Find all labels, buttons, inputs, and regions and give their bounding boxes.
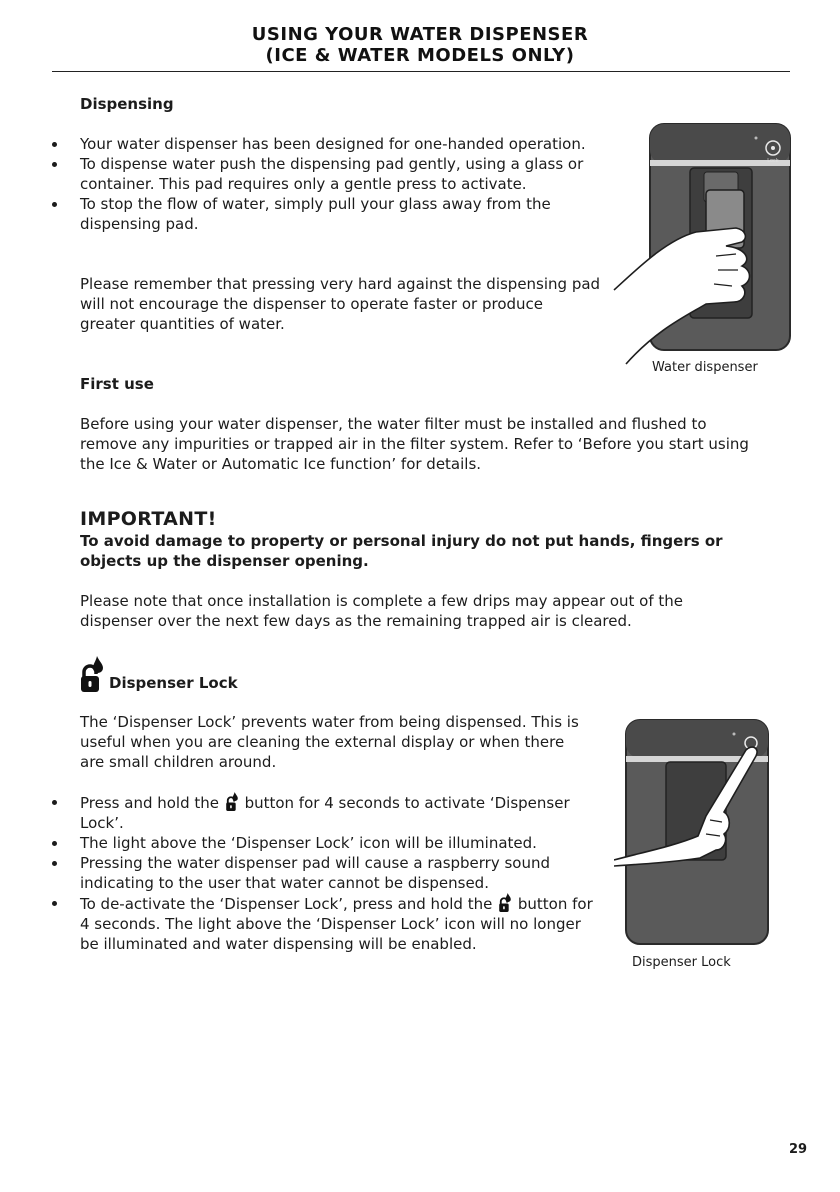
dispensing-note: Please remember that pressing very hard against the dispensing pad will not encourage the dispenser to operate faster or produce greater quantities of water. <box>80 275 601 333</box>
dispenser-lock-inline-icon <box>497 893 513 913</box>
bullet-4-text-after: button for 4 seconds. The light above the ‘Dispenser Lock’ icon will no longer be illuminated and water dispensing will be enabled. <box>80 895 593 953</box>
important-heading: IMPORTANT! <box>80 508 217 530</box>
dispenser-lock-bullet-1 <box>52 792 600 833</box>
important-warning: To avoid damage to property or personal injury do not put hands, fingers or objects up the dispenser opening. <box>80 532 723 570</box>
dispensing-bullet-list <box>0 134 600 234</box>
first-use-text: Before using your water dispenser, the water filter must be installed and flushed to remove any impurities or trapped air in the filter system. Refer to ‘Before you start using the Ice & Water or Automatic Ice function’ for details. <box>80 415 749 473</box>
dispensing-bullet-1: Your water dispenser has been designed for one-handed operation. <box>52 134 600 154</box>
dispenser-lock-illustration <box>614 716 774 948</box>
page-title <box>0 24 840 66</box>
page-title-line-1: USING YOUR WATER DISPENSER <box>251 24 589 45</box>
dispenser-lock-icon <box>80 656 104 694</box>
bullet-4-text-before: To de-activate the ‘Dispenser Lock’, press and hold the <box>80 895 493 913</box>
important-note: Please note that once installation is complete a few drips may appear out of the dispenser over the next few days as the remaining trapped air is cleared. <box>80 592 684 630</box>
panel-lock-label: Lock <box>767 158 779 164</box>
dispenser-lock-bullet-4 <box>52 893 600 954</box>
page-number: 29 <box>789 1142 808 1157</box>
dispenser-lock-intro: The ‘Dispenser Lock’ prevents water from being dispensed. This is useful when you are cleaning the external display or when there are small children around. <box>80 713 579 771</box>
dispenser-lock-caption: Dispenser Lock <box>632 955 731 970</box>
dispensing-bullet-2: To dispense water push the dispensing pad gently, using a glass or container. This pad requires only a gentle press to activate. <box>52 154 600 194</box>
bullet-1-text-before: Press and hold the <box>80 794 219 812</box>
title-divider <box>52 71 790 72</box>
water-dispenser-caption: Water dispenser <box>652 360 758 375</box>
first-use-heading: First use <box>80 375 154 393</box>
dispenser-lock-bullet-2: The light above the ‘Dispenser Lock’ icon will be illuminated. <box>52 833 600 853</box>
dispenser-lock-bullet-list <box>0 792 600 954</box>
page-title-line-2: (ICE & WATER MODELS ONLY) <box>265 45 575 66</box>
dispenser-lock-inline-icon <box>224 792 240 812</box>
dispenser-lock-heading: Dispenser Lock <box>109 674 238 692</box>
dispensing-heading: Dispensing <box>80 95 174 113</box>
dispensing-bullet-3: To stop the flow of water, simply pull your glass away from the dispensing pad. <box>52 194 600 234</box>
bullet-1-text-after: button for 4 seconds to activate ‘Dispenser Lock’. <box>80 794 570 832</box>
dispenser-lock-bullet-3: Pressing the water dispenser pad will cause a raspberry sound indicating to the user that water cannot be dispensed. <box>52 853 600 893</box>
water-dispenser-illustration <box>596 120 796 370</box>
